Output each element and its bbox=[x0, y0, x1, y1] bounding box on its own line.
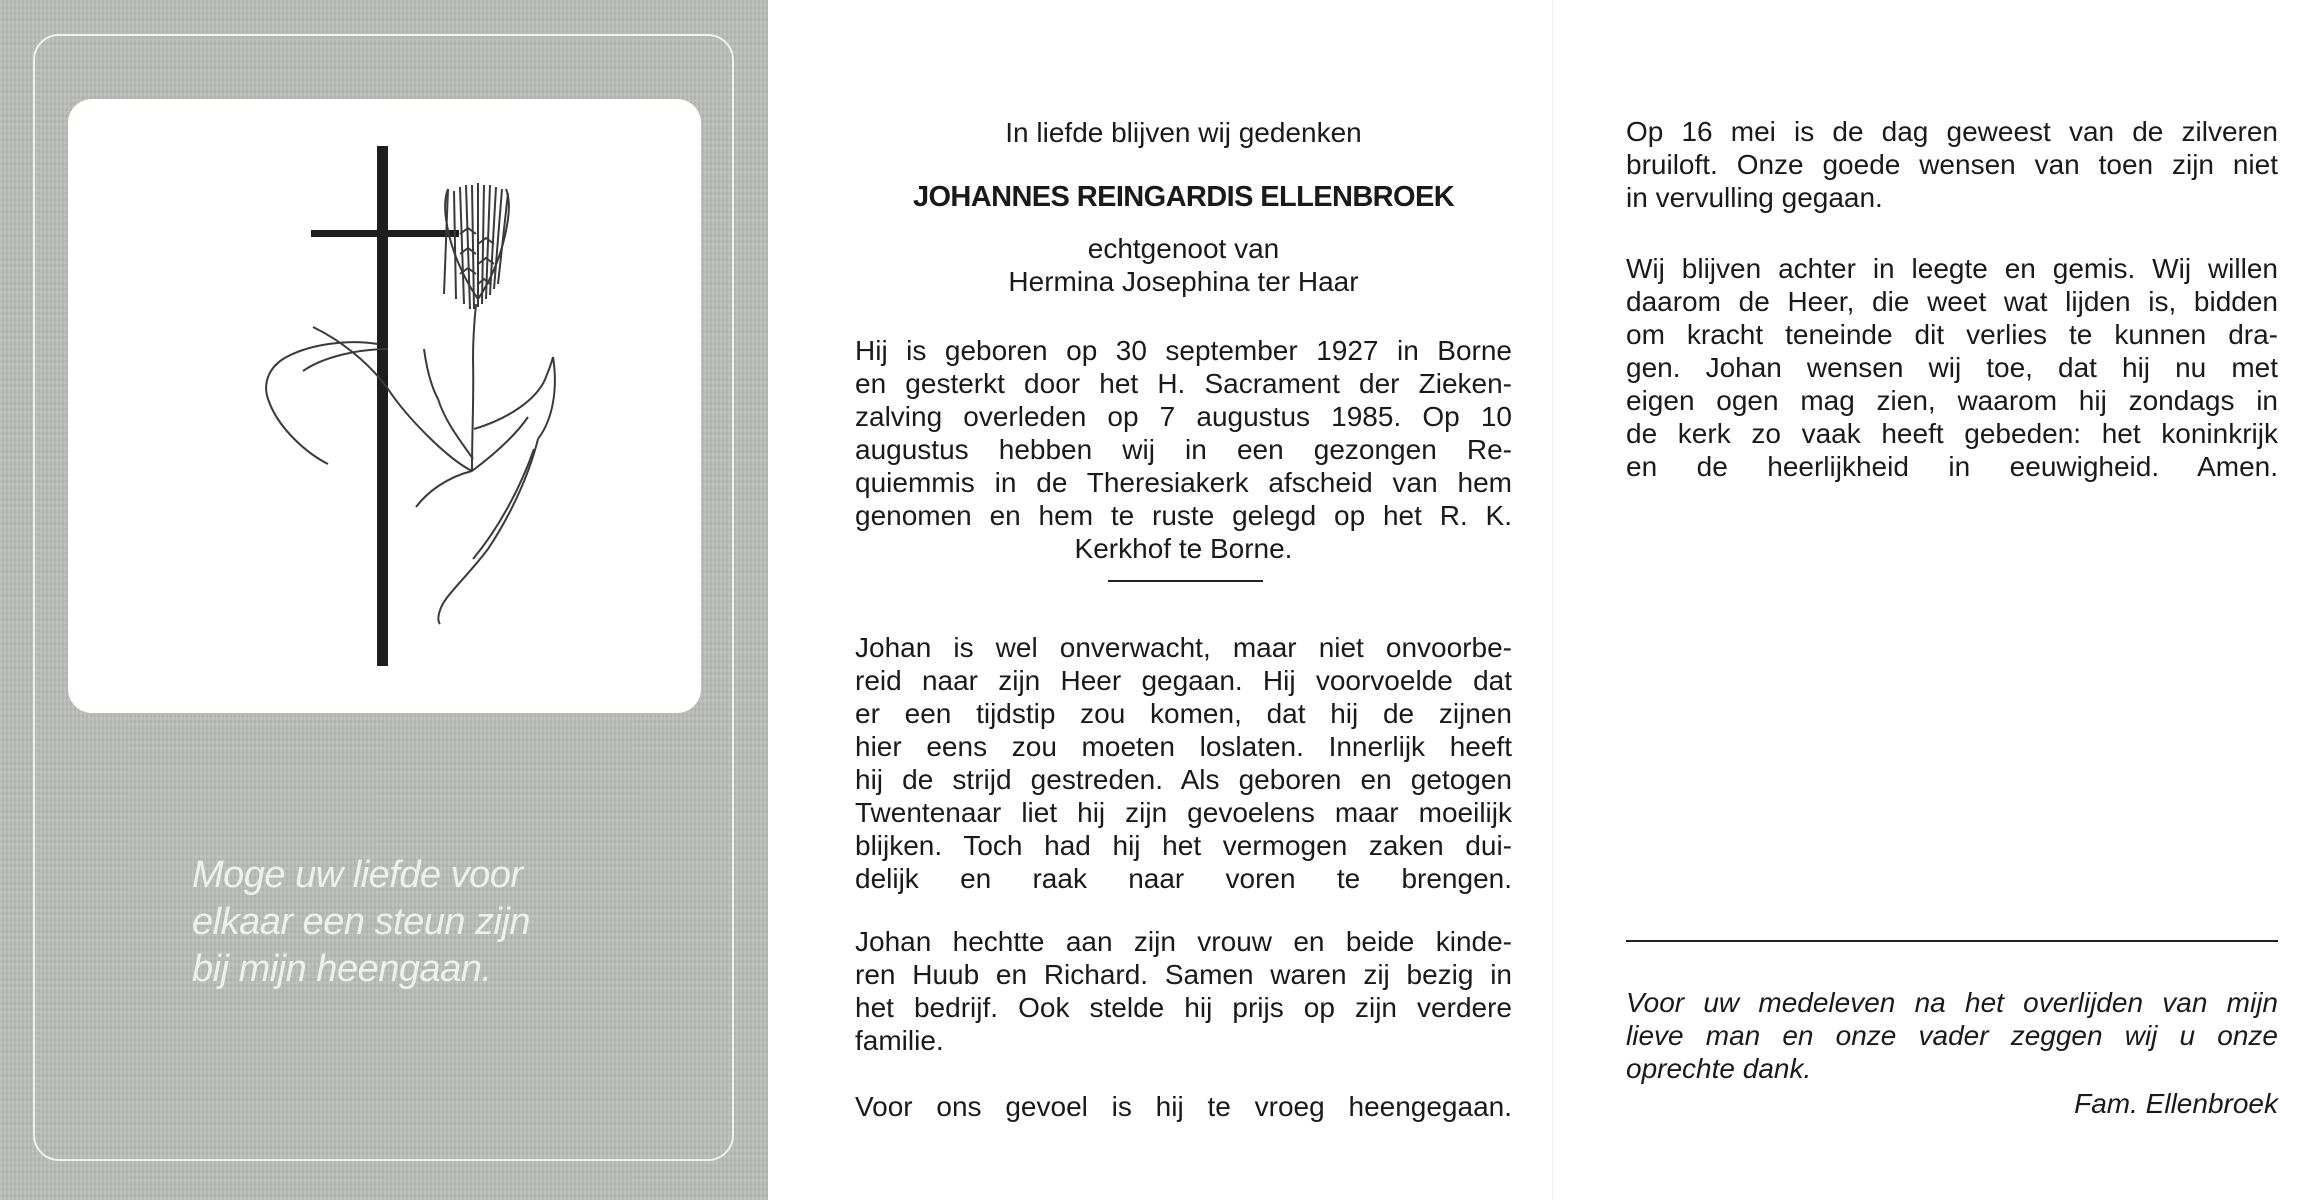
text-line: lieve man en onze vader zeggen wij u onze bbox=[1626, 1020, 2278, 1051]
text-line: Voor uw medeleven na het overlijden van mijn bbox=[1626, 987, 2278, 1018]
text-line: genomen en hem te ruste gelegd op het R. K. bbox=[855, 500, 1512, 531]
cover-verse bbox=[192, 852, 652, 993]
cover-illustration-window bbox=[68, 99, 701, 713]
text-line: de kerk zo vaak heeft gebeden: het koninkrijk bbox=[1626, 418, 2278, 449]
cross-icon bbox=[311, 146, 459, 666]
text-line: augustus hebben wij in een gezongen Re- bbox=[855, 434, 1512, 465]
intro-line: In liefde blijven wij gedenken bbox=[1005, 117, 1362, 148]
text-line: in vervulling gegaan. bbox=[1626, 182, 1883, 213]
relation-line: echtgenoot van bbox=[1087, 233, 1280, 264]
text-line: Wij blijven achter in leegte en gemis. Wij willen bbox=[1626, 253, 2278, 284]
text-line: reid naar zijn Heer gegaan. Hij voorvoelde dat bbox=[855, 665, 1512, 696]
text-line: familie. bbox=[855, 1025, 944, 1056]
text-line: het bedrijf. Ook stelde hij prijs op zijn verdere bbox=[855, 992, 1512, 1023]
anniversary-paragraph bbox=[1626, 115, 2278, 214]
text-line: hier eens zou moeten loslaten. Innerlijk heeft bbox=[855, 731, 1512, 762]
text-line: Kerkhof te Borne. bbox=[1074, 533, 1293, 564]
wheat-ear-icon bbox=[266, 183, 555, 624]
text-line: Johan hechtte aan zijn vrouw en beide kinde- bbox=[855, 926, 1512, 957]
cover-verse-line: bij mijn heengaan. bbox=[192, 948, 492, 990]
family-signature: Fam. Ellenbroek bbox=[2074, 1088, 2278, 1119]
deceased-name: JOHANNES REINGARDIS ELLENBROEK bbox=[912, 181, 1455, 213]
cover-panel bbox=[0, 0, 768, 1200]
cover-verse-line: Moge uw liefde voor bbox=[192, 854, 523, 896]
cover-verse-line: elkaar een steun zijn bbox=[192, 901, 531, 943]
text-line: hij de strijd gestreden. Als geboren en getogen bbox=[855, 764, 1512, 795]
biography-paragraph bbox=[855, 334, 1512, 565]
text-line: zalving overleden op 7 augustus 1985. Op 10 bbox=[855, 401, 1512, 432]
closing-text-column bbox=[1626, 0, 2278, 1200]
text-line: blijken. Toch had hij het vermogen zaken dui- bbox=[855, 830, 1512, 861]
text-line: er een tijdstip zou komen, dat hij de zijnen bbox=[855, 698, 1512, 729]
prayer-paragraph bbox=[1626, 252, 2278, 483]
memorial-text-column bbox=[855, 0, 1512, 1200]
text-line: Johan is wel onverwacht, maar niet onvoorbe- bbox=[855, 632, 1512, 663]
text-line: gen. Johan wensen wij toe, dat hij nu met bbox=[1626, 352, 2278, 383]
text-line: delijk en raak naar voren te brengen. bbox=[855, 863, 1512, 894]
spouse-name: Hermina Josephina ter Haar bbox=[1008, 266, 1359, 297]
text-line: en de heerlijkheid in eeuwigheid. Amen. bbox=[1626, 451, 2278, 482]
section-divider bbox=[1108, 580, 1263, 582]
text-line: om kracht teneinde dit verlies te kunnen dra- bbox=[1626, 319, 2278, 350]
text-line: Twentenaar liet hij zijn gevoelens maar moeilijk bbox=[855, 797, 1512, 828]
fold-line bbox=[1552, 0, 1553, 1200]
cover-illustration bbox=[68, 99, 701, 713]
text-line: eigen ogen mag zien, waarom hij zondags in bbox=[1626, 385, 2278, 416]
memory-paragraph-3: Voor ons gevoel is hij te vroeg heengegaan. bbox=[855, 1091, 1512, 1122]
text-line: en gesterkt door het H. Sacrament der Zieken- bbox=[855, 368, 1512, 399]
memory-paragraph-2 bbox=[855, 925, 1512, 1057]
text-line: daarom de Heer, die weet wat lijden is, bidden bbox=[1626, 286, 2278, 317]
thanks-divider bbox=[1626, 940, 2278, 942]
text-line: Hij is geboren op 30 september 1927 in Borne bbox=[855, 335, 1512, 366]
text-line: bruiloft. Onze goede wensen van toen zijn niet bbox=[1626, 149, 2278, 180]
text-line: Op 16 mei is de dag geweest van de zilveren bbox=[1626, 116, 2278, 147]
text-line: oprechte dank. bbox=[1626, 1053, 1812, 1084]
memory-paragraph-1 bbox=[855, 631, 1512, 895]
thanks-paragraph bbox=[1626, 986, 2278, 1085]
text-line: ren Huub en Richard. Samen waren zij bezig in bbox=[855, 959, 1512, 990]
text-line: quiemmis in de Theresiakerk afscheid van hem bbox=[855, 467, 1512, 498]
